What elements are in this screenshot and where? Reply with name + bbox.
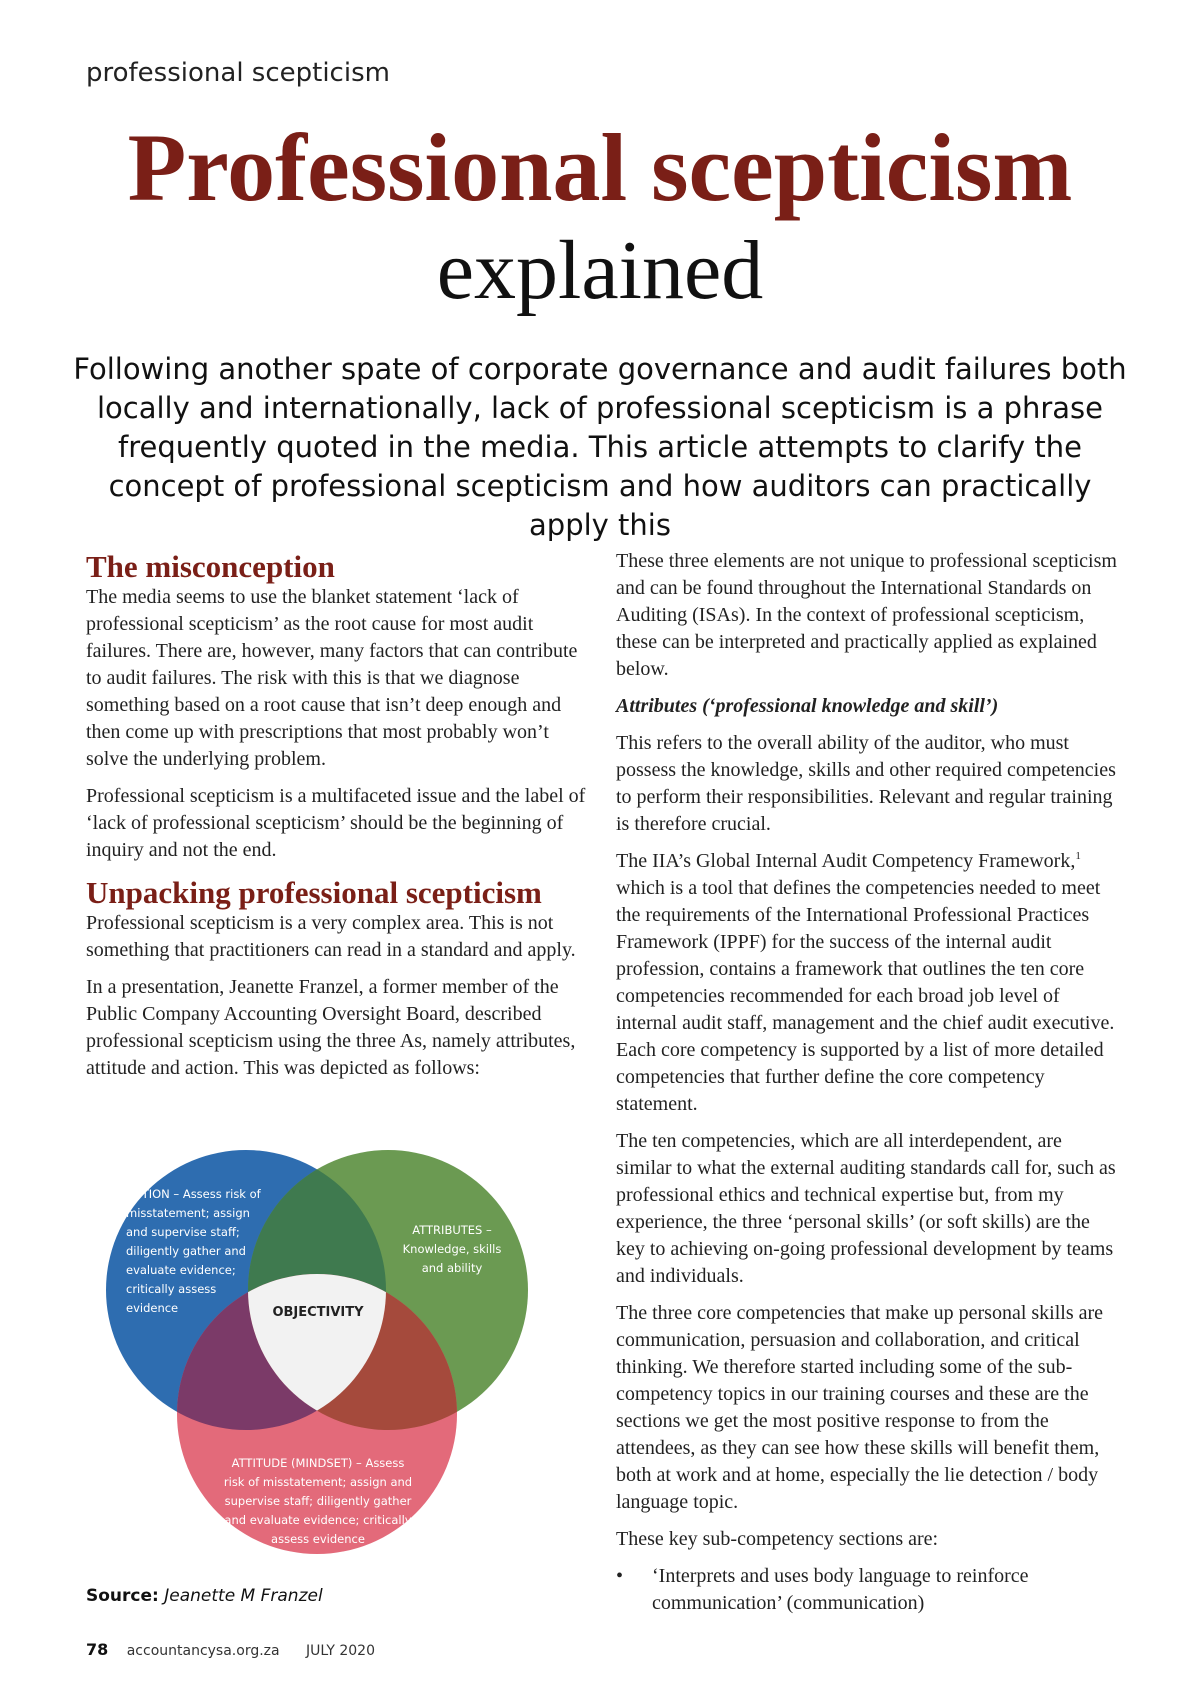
attributes-label-line: ATTRIBUTES – — [412, 1223, 492, 1237]
action-label-line: ACTION – Assess risk of — [126, 1187, 261, 1201]
article-subtitle: explained — [436, 224, 764, 317]
paragraph: The three core competencies that make up personal skills are communication, persuasion and collaboration, and critical thinking. We therefore started including some of the sub-competency topics in our training courses and these are the sections we get the most positive response to from the attendees, as they can see how these skills will benefit them, both at work and at home, especially the lie detection / body language topic. — [616, 1302, 1104, 1513]
paragraph: Professional scepticism is a very complex area. This is not something that practitioners can read in a standard and apply. — [86, 912, 576, 961]
subheading-attributes: Attributes (‘professional knowledge and skill’) — [616, 695, 999, 717]
iia-text-rest: which is a tool that defines the competencies needed to meet the requirements of the International Professional Practices Framework (IPPF) for the success of the internal audit profession, contains a framework that outlines the ten core competencies recommended for each broad job level of internal audit staff, management and the chief audit executive. Each core competency is supported by a list of more detailed competencies that further define the core competency statement. — [616, 877, 1115, 1115]
footnote-ref: 1 — [1075, 850, 1081, 862]
paragraph: This refers to the overall ability of the auditor, who must possess the knowledge, skills and other required competencies to perform their responsibilities. Relevant and regular training is therefore crucial. — [616, 732, 1116, 835]
paragraph: The media seems to use the blanket statement ‘lack of professional scepticism’ as the root cause for most audit failures. There are, however, many factors that can contribute to audit failures. The risk with this is that we diagnose something based on a root cause that isn’t deep enough and then come up with prescriptions that most probably won’t solve the underlying problem. — [86, 586, 578, 770]
heading-unpacking: Unpacking professional scepticism — [86, 875, 542, 910]
list-item-text: ‘Interprets and uses body language to reinforce communication’ (communication) — [652, 1565, 1029, 1614]
paragraph: Professional scepticism is a multifaceted issue and the label of ‘lack of professional scepticism’ should be the beginning of inquiry and not the end. — [86, 785, 586, 861]
page-number: 78 — [86, 1640, 109, 1659]
attitude-label-line: risk of misstatement; assign and — [223, 1475, 413, 1489]
action-label-line: evidence — [126, 1301, 179, 1315]
source-name: Jeanette M Franzel — [164, 1586, 323, 1606]
venn-diagram — [96, 1148, 584, 1558]
attributes-label-line: Knowledge, skills — [402, 1242, 502, 1256]
paragraph: In a presentation, Jeanette Franzel, a former member of the Public Company Accounting Oversight Board, described professional scepticism using the three As, namely attributes, attitude and action. This was depicted as follows: — [86, 976, 576, 1079]
iia-text-start: The IIA’s Global Internal Audit Competency Framework, — [616, 850, 1076, 872]
footer-site: accountancysa.org.za — [126, 1643, 280, 1659]
paragraph-iia — [616, 848, 1122, 1118]
attitude-label-line: ATTITUDE (MINDSET) – Assess — [231, 1456, 405, 1470]
action-label-line: critically assess — [126, 1282, 217, 1296]
source-label: Source: — [86, 1586, 159, 1606]
left-column — [86, 550, 590, 1092]
section-kicker: professional scepticism — [86, 58, 390, 88]
attributes-label-line: and ability — [421, 1261, 483, 1275]
action-label-line: and supervise staff; — [126, 1225, 240, 1239]
paragraph: These key sub-competency sections are: — [616, 1528, 939, 1550]
attitude-label-line: supervise staff; diligently gather — [224, 1494, 412, 1508]
action-label-line: evaluate evidence; — [126, 1263, 236, 1277]
attitude-label-line: and evaluate evidence; critically — [224, 1513, 412, 1527]
bullet-symbol: • — [616, 1565, 624, 1587]
attitude-label-line: assess evidence — [271, 1532, 365, 1546]
paragraph: These three elements are not unique to professional scepticism and can be found throughout the International Standards on Auditing (ISAs). In the context of professional scepticism, these can be interpreted and practically applied as explained below. — [616, 550, 1117, 680]
article-standfirst: Following another spate of corporate governance and audit failures both locally and internationally, lack of professional scepticism is a phrase frequently quoted in the media. This article attempts to clarify the concept of professional scepticism and how auditors can practically apply this — [73, 352, 1127, 542]
page-footer — [86, 1640, 375, 1659]
footer-date: JULY 2020 — [306, 1643, 375, 1659]
figure-source — [86, 1586, 323, 1606]
article-title: Professional scepticism — [127, 114, 1073, 221]
objectivity-label: OBJECTIVITY — [272, 1305, 364, 1320]
paragraph: The ten competencies, which are all interdependent, are similar to what the external auditing standards call for, such as professional ethics and technical expertise but, from my experience, the three ‘personal skills’ (or soft skills) are the key to achieving on-going professional development by teams and individuals. — [616, 1130, 1116, 1287]
heading-misconception: The misconception — [86, 549, 335, 584]
right-column — [616, 548, 1122, 1617]
action-label-line: misstatement; assign — [126, 1206, 250, 1220]
action-label-line: diligently gather and — [126, 1244, 246, 1258]
venn-svg — [96, 1148, 584, 1558]
list-item — [616, 1563, 1122, 1617]
